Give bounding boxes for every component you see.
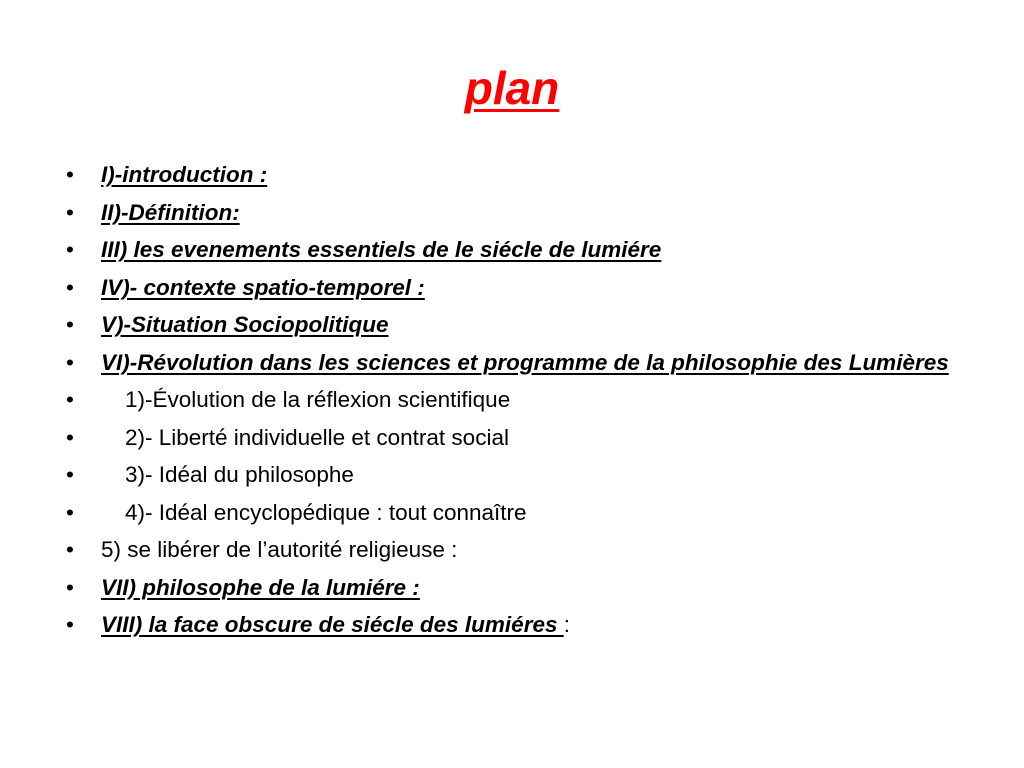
bullet-icon: • [66, 274, 74, 300]
list-item [66, 460, 956, 489]
bullet-icon: • [66, 612, 74, 637]
item-text: V)-Situation Sociopolitique [101, 312, 389, 337]
list-item [66, 498, 956, 527]
list-item [66, 385, 956, 414]
item-text: VI)-Révolution dans les sciences et programme de la philosophie des Lumières [101, 349, 949, 375]
bullet-icon: • [66, 499, 74, 525]
list-item [66, 610, 956, 639]
bullet-icon: • [66, 462, 74, 487]
slide-title: plan [464, 62, 560, 114]
list-item [66, 535, 956, 564]
item-text: I)-introduction : [101, 162, 268, 187]
item-text: III) les evenements essentiels de le siécle de lumiére [101, 237, 662, 262]
item-text: 1)-Évolution de la réflexion scientifique [125, 387, 511, 412]
item-text: VII) philosophe de la lumiére : [101, 574, 420, 600]
list-item [66, 573, 956, 602]
list-item [66, 348, 956, 377]
bullet-icon: • [66, 199, 74, 225]
outline-list [66, 160, 956, 648]
item-suffix: : [563, 612, 570, 637]
item-text: 5) se libérer de l’autorité religieuse : [101, 537, 458, 562]
bullet-icon: • [66, 574, 74, 600]
list-item [66, 423, 956, 452]
bullet-icon: • [66, 387, 74, 412]
list-item [66, 310, 956, 339]
bullet-icon: • [66, 237, 74, 262]
list-item [66, 160, 956, 189]
bullet-icon: • [66, 312, 74, 337]
bullet-icon: • [66, 537, 74, 562]
bullet-icon: • [66, 424, 74, 450]
list-item [66, 273, 956, 302]
list-item [66, 198, 956, 227]
item-text: 3)- Idéal du philosophe [125, 462, 354, 487]
item-text: 2)- Liberté individuelle et contrat social [125, 424, 509, 450]
bullet-icon: • [66, 349, 74, 375]
item-text: 4)- Idéal encyclopédique : tout connaître [125, 499, 527, 525]
list-item [66, 235, 956, 264]
bullet-icon: • [66, 162, 74, 187]
item-text: II)-Définition: [101, 199, 240, 225]
item-text: VIII) la face obscure de siécle des lumiéres [101, 612, 564, 637]
item-text: IV)- contexte spatio-temporel : [101, 274, 425, 300]
